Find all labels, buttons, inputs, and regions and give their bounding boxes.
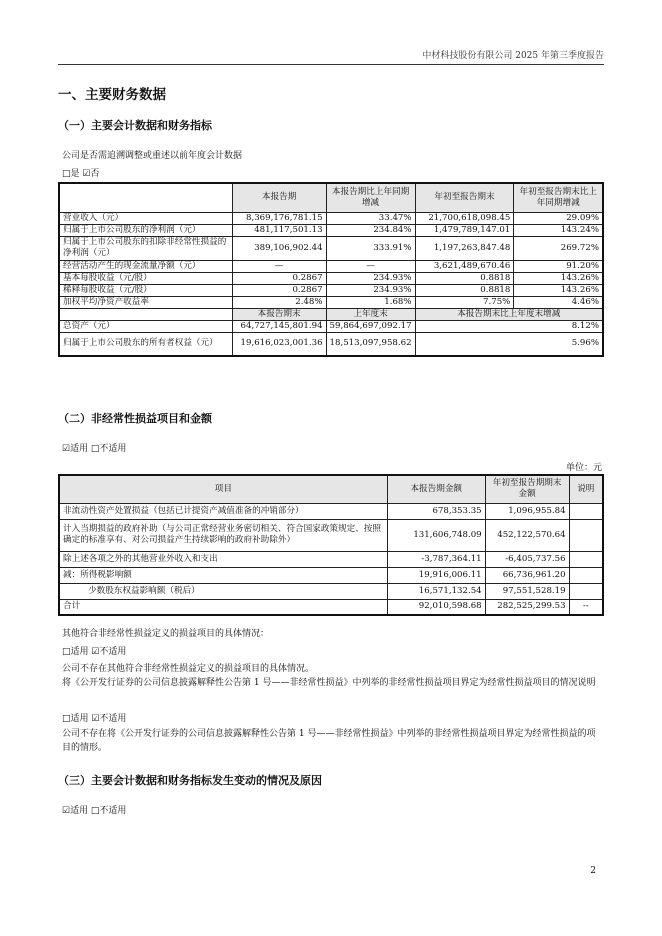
section-title: 一、主要财务数据 — [58, 87, 166, 103]
table-row — [59, 567, 603, 583]
value-cell: 143.26% — [514, 284, 603, 296]
value-cell: 4.46% — [514, 296, 603, 308]
value-cell: 1,479,789,147.01 — [415, 224, 514, 236]
subsection-title-1: （一）主要会计数据和财务指标 — [58, 119, 212, 132]
value-cell: 143.24% — [514, 224, 603, 236]
value-cell: 33.47% — [326, 212, 415, 224]
table-row — [59, 296, 603, 308]
subsection-title-3: （三）主要会计数据和财务指标发生变动的情况及原因 — [58, 774, 322, 787]
value-cell: 452,122,570.64 — [485, 519, 569, 551]
page-header: 中材科技股份有限公司 2025 年第三季度报告 — [422, 51, 604, 61]
value-cell: 0.8818 — [415, 272, 514, 284]
applicable-status-3: ☑适用 □不适用 — [62, 806, 127, 816]
header-cell: 本报告期金额 — [387, 475, 485, 503]
value-cell: -3,787,364.11 — [387, 551, 485, 567]
value-cell: — — [232, 260, 326, 272]
value-cell: 97,551,528.19 — [485, 583, 569, 599]
row-label: 加权平均净资产收益率 — [59, 296, 232, 308]
table-row — [59, 332, 603, 356]
value-cell: -6,405,737.56 — [485, 551, 569, 567]
note-cell — [569, 551, 603, 567]
note-cell — [569, 583, 603, 599]
note-cell — [569, 503, 603, 519]
header-cell-empty — [59, 183, 232, 212]
value-cell: 269.72% — [514, 236, 603, 260]
value-cell: 29.09% — [514, 212, 603, 224]
row-label: 少数股东权益影响额（税后） — [59, 583, 387, 599]
header-cell: 说明 — [569, 475, 603, 503]
applicable-status-2: ☑适用 □不适用 — [62, 444, 127, 454]
note-reclassification-text: 公司不存在将《公开发行证券的公司信息披露解释性公告第 1 号——非经常性损益》中列举的非经常性损益项目界定为经常性损益的项目的情形。 — [62, 729, 596, 753]
note-cell — [569, 567, 603, 583]
header-cell: 本报告期 — [232, 183, 326, 212]
value-cell: 1,197,263,847.48 — [415, 236, 514, 260]
subsection-title-2: （二）非经常性损益项目和金额 — [58, 412, 212, 425]
key-financial-data-table — [58, 182, 604, 357]
value-cell: 1,096,955.84 — [485, 503, 569, 519]
value-cell: 8,369,176,781.15 — [232, 212, 326, 224]
value-cell: 19,616,023,001.36 — [232, 332, 326, 356]
note-reclassification-applicable: □适用 ☑不适用 — [62, 714, 127, 724]
note-reclassification: 将《公开发行证券的公司信息披露解释性公告第 1 号——非经常性损益》中列举的非经常性损益项目界定为经常性损益项目的情况说明 — [62, 678, 596, 688]
note-cell: -- — [569, 599, 603, 615]
row-label: 经营活动产生的现金流量净额（元） — [59, 260, 232, 272]
table-row — [59, 503, 603, 519]
value-cell: 7.75% — [415, 296, 514, 308]
row-label: 归属于上市公司股东的所有者权益（元） — [59, 332, 232, 356]
row-label: 总资产（元） — [59, 320, 232, 332]
header-cell: 本报告期比上年同期增减 — [326, 183, 415, 212]
value-cell: 0.2867 — [232, 284, 326, 296]
row-label: 计入当期损益的政府补助（与公司正常经营业务密切相关、符合国家政策规定、按照确定的标准享有、对公司损益产生持续影响的政府补助除外） — [59, 519, 387, 551]
row-label: 营业收入（元） — [59, 212, 232, 224]
value-cell: 234.93% — [326, 272, 415, 284]
table-total-row — [59, 599, 603, 615]
value-cell: 2.48% — [232, 296, 326, 308]
table-row — [59, 583, 603, 599]
header-cell: 项目 — [59, 475, 387, 503]
value-cell: 131,606,748.09 — [387, 519, 485, 551]
value-cell: 92,010,598.68 — [387, 599, 485, 615]
row-label: 基本每股收益（元/股） — [59, 272, 232, 284]
value-cell: 66,736,961.20 — [485, 567, 569, 583]
table-row — [59, 272, 603, 284]
table-row — [59, 236, 603, 260]
table-row — [59, 320, 603, 332]
value-cell: 21,700,618,098.45 — [415, 212, 514, 224]
row-label: 归属于上市公司股东的净利润（元） — [59, 224, 232, 236]
row-label: 非流动性资产处置损益（包括已计提资产减值准备的冲销部分） — [59, 503, 387, 519]
value-cell: 0.8818 — [415, 284, 514, 296]
value-cell: 64,727,145,801.94 — [232, 320, 326, 332]
table-row — [59, 284, 603, 296]
value-cell: 0.2867 — [232, 272, 326, 284]
value-cell: 59,864,697,092.17 — [326, 320, 415, 332]
note-cell — [569, 519, 603, 551]
value-cell: 16,571,132.54 — [387, 583, 485, 599]
value-cell: 333.91% — [326, 236, 415, 260]
note-other-items-text: 公司不存在其他符合非经常性损益定义的损益项目的具体情况。 — [62, 664, 315, 674]
header-divider — [58, 64, 604, 65]
header-cell: 本报告期末 — [232, 308, 326, 320]
value-cell: 1.68% — [326, 296, 415, 308]
table-row — [59, 212, 603, 224]
value-cell: 143.26% — [514, 272, 603, 284]
header-cell: 本报告期末比上年度末增减 — [415, 308, 603, 320]
value-cell: 234.84% — [326, 224, 415, 236]
value-cell: 18,513,097,958.62 — [326, 332, 415, 356]
table-row — [59, 260, 603, 272]
value-cell: — — [326, 260, 415, 272]
restatement-question: 公司是否需追溯调整或重述以前年度会计数据 — [62, 151, 243, 161]
row-label: 减：所得税影响额 — [59, 567, 387, 583]
table-header-row — [59, 475, 603, 503]
value-cell: 8.12% — [415, 320, 603, 332]
value-cell: 91.20% — [514, 260, 603, 272]
value-cell: 234.93% — [326, 284, 415, 296]
value-cell: 19,916,006.11 — [387, 567, 485, 583]
value-cell: 389,106,902.44 — [232, 236, 326, 260]
row-label: 归属于上市公司股东的扣除非经常性损益的净利润（元） — [59, 236, 232, 260]
table-row — [59, 551, 603, 567]
header-cell-empty — [59, 308, 232, 320]
note-other-items: 其他符合非经常性损益定义的损益项目的具体情况： — [62, 629, 270, 639]
header-cell: 年初至报告期末 — [415, 183, 514, 212]
row-label: 除上述各项之外的其他营业外收入和支出 — [59, 551, 387, 567]
value-cell: 3,621,489,670.46 — [415, 260, 514, 272]
unit-label: 单位：元 — [565, 463, 602, 473]
value-cell: 282,525,299.53 — [485, 599, 569, 615]
table-header-row — [59, 183, 603, 212]
note-other-items-applicable: □适用 ☑不适用 — [62, 647, 127, 657]
table-subheader-row — [59, 308, 603, 320]
table-row — [59, 224, 603, 236]
header-cell: 年初至报告期末比上年同期增减 — [514, 183, 603, 212]
header-cell: 年初至报告期期末金额 — [485, 475, 569, 503]
header-cell: 上年度末 — [326, 308, 415, 320]
restatement-answer: □是 ☑否 — [62, 169, 100, 179]
value-cell: 481,117,501.13 — [232, 224, 326, 236]
non-recurring-items-table — [58, 474, 604, 616]
row-label: 合计 — [59, 599, 387, 615]
value-cell: 5.96% — [415, 332, 603, 356]
table-row — [59, 519, 603, 551]
row-label: 稀释每股收益（元/股） — [59, 284, 232, 296]
page-number: 2 — [590, 866, 596, 876]
value-cell: 678,353.35 — [387, 503, 485, 519]
